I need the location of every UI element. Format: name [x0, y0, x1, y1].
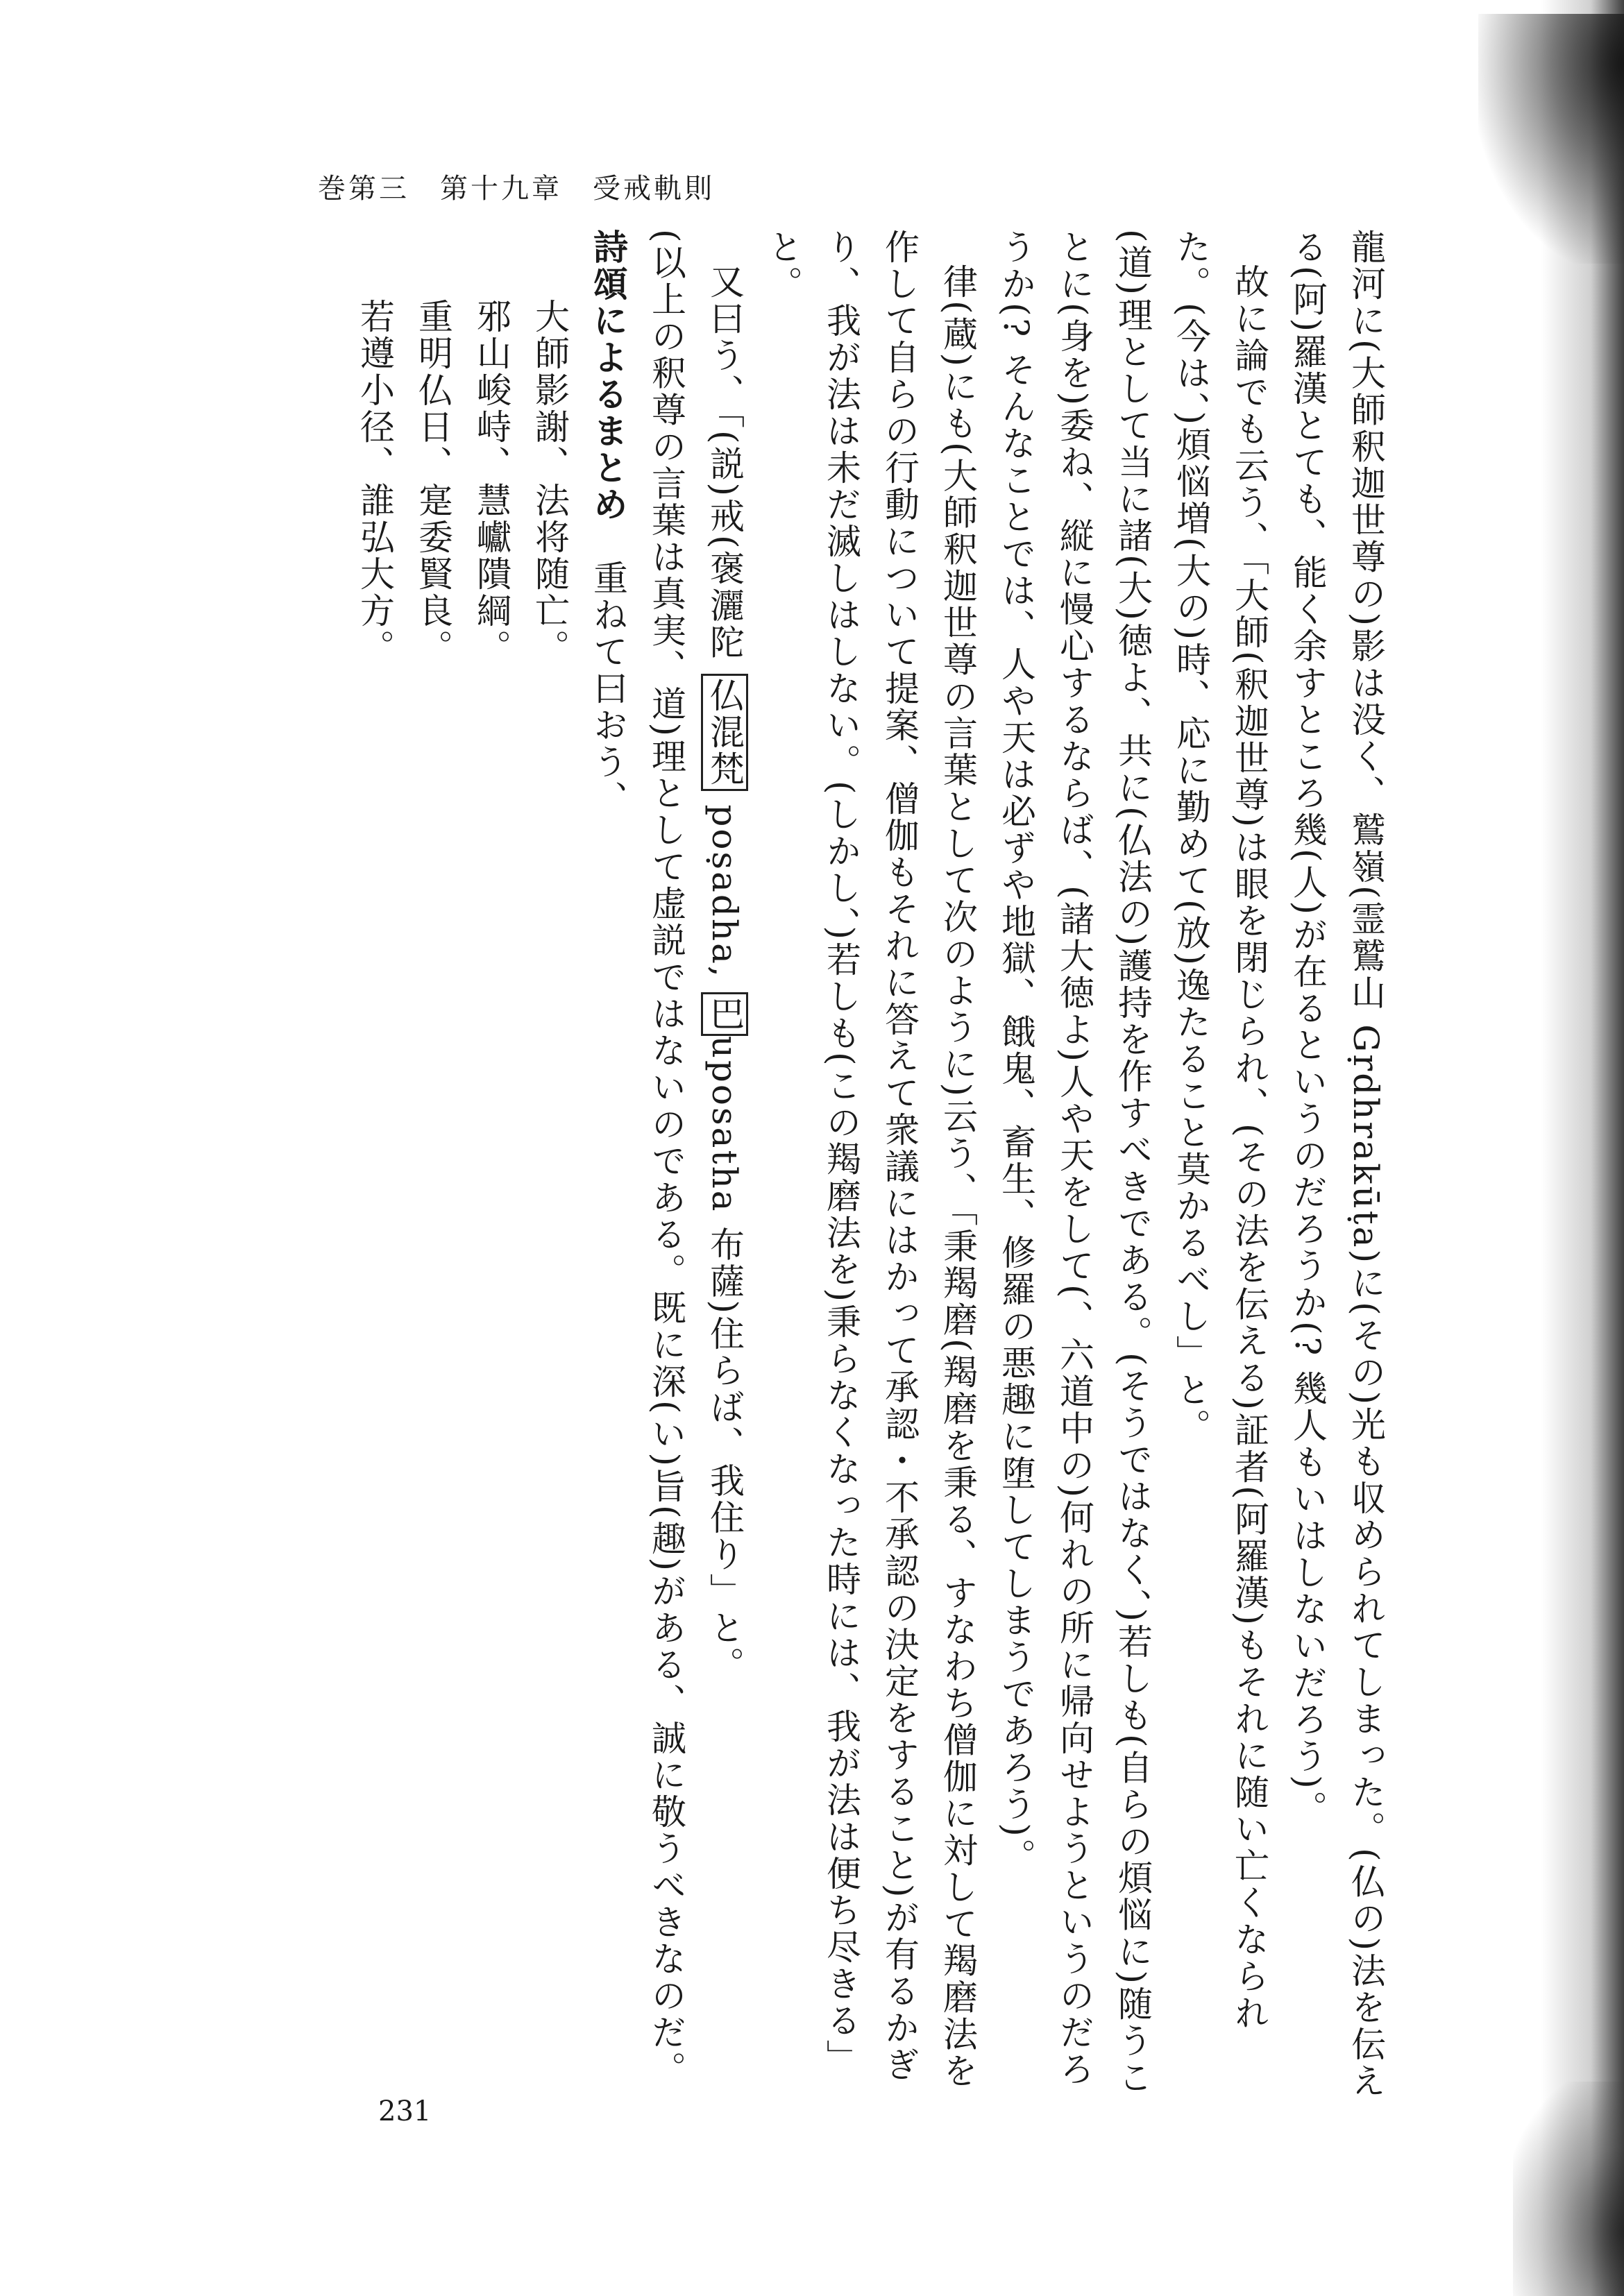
running-header: 巻第三 第十九章 受戒軌則 [318, 173, 715, 205]
verse-line-4: 若遵小径、誰弘大方。 [355, 298, 395, 666]
scan-edge-shadow [1541, 0, 1624, 2296]
verse-line-2: 邪山峻峙、慧巘隤綱。 [471, 298, 511, 666]
paragraph-3: (道)理として当に諸(大)徳よ、共に(仏法の)護持を作すべきである。(そうではなく、)若しも(自らの煩悩に)随うことに(身を)委ね、縦に慢心するならば、(諸大徳よ)人や天をして(、六道中の)何れの所に帰向せようというのだろうか(? そんなことでは、人や天は必ずや地獄、餓鬼、畜生、修羅の悪趣に堕してしまうであろう)。 [996, 229, 1153, 2097]
paragraph-6: (以上の釈尊の言葉は真実、道)理として虚説ではないのである。既に深(い)旨(趣)がある、誠に敬うべきなのだ。 [646, 229, 686, 2089]
paragraph-2: 故に論でも云う、「大師(釈迦世尊)は眼を閉じられ、(その法を伝える)証者(阿羅漢)もそれに随い亡くなられた。(今は、)煩悩増(大の)時、応に勤めて(放)逸たること莫かるべし」と。 [1171, 229, 1269, 2032]
pali-tag-box: 巴 [701, 992, 748, 1036]
section-title-rest: 重ねて曰おう、 [588, 523, 628, 817]
vertical-body-text [346, 229, 1395, 2102]
verse-line-1: 大師影謝、法将随亡。 [530, 298, 570, 666]
page-number: 231 [378, 2095, 432, 2127]
scan-edge-shadow-bottom [1513, 2082, 1624, 2296]
paragraph-5-part-1: 又曰う、「(説)戒(褒灑陀 [704, 264, 745, 674]
language-tag-box: 仏混梵 [701, 674, 748, 791]
paragraph-5-part-2: poṣadha, [704, 791, 745, 992]
scan-edge-shadow-top [1478, 14, 1624, 264]
section-heading [579, 229, 637, 2102]
verse-line-3: 重明仏日、寔委賢良。 [413, 298, 453, 666]
paragraph-4: 律(蔵)にも(大師釈迦世尊の言葉として次のように)云う、「秉羯磨(羯磨を秉る、すなわち僧伽に対して羯磨法を作して自らの行動について提案、僧伽もそれに答えて衆議にはかって承認・不承認の決定をすること)が有るかぎり、我が法は未だ滅しはしない。(しかし、)若しも(この羯磨法を)秉らなくなった時には、我が法は便ち尽きる」と。 [763, 229, 978, 2090]
paragraph-1: 龍河に(大師釈迦世尊の)影は没く、鷲嶺(霊鷲山 Gṛdhrakūṭa)に(その)光も収められてしまった。(仏の)法を伝える(阿)羅漢とても、能く余すところ幾(人)が在るというのだろうか(? 幾人もいはしないだろう)。 [1287, 229, 1386, 2100]
section-title: 詩頌によるまとめ [588, 229, 628, 523]
paragraph-5-part-3: uposatha 布薩)住らば、我住り」と。 [704, 1035, 745, 1683]
paragraph-5 [695, 229, 754, 2102]
